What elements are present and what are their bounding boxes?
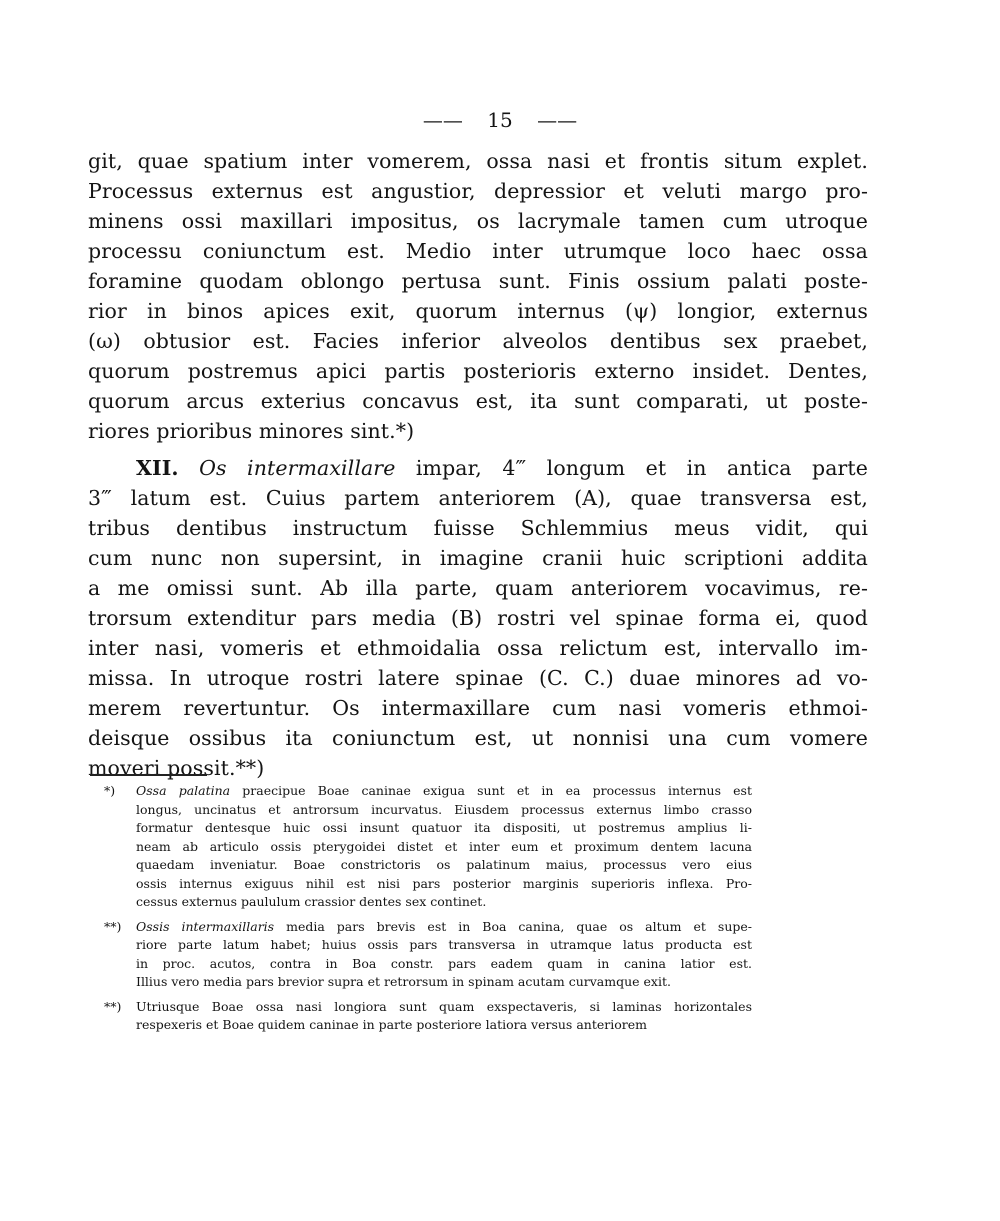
footnote-line: quaedam inveniatur. Boae constrictoris os palatinum maius, processus vero eius <box>136 857 752 872</box>
footnote-line <box>104 998 752 1017</box>
footnote-1 <box>104 782 752 912</box>
page-number: 15 <box>487 108 513 132</box>
footnote-line: Illius vero media pars brevior supra et retrorsum in spinam acutam curvamque exit. <box>136 974 671 989</box>
text-line: missa. In utroque rostri latere spinae (C. C.) duae minores ad vo- <box>88 666 868 690</box>
header-dash-left: —— <box>422 108 463 132</box>
text-line: 3‴ latum est. Cuius partem anteriorem (A), quae transversa est, <box>88 486 868 510</box>
text-line: Processus externus est angustior, depressior et veluti margo pro- <box>88 179 868 203</box>
footnote-marker: **) <box>104 998 122 1014</box>
footnote-marker: **) <box>104 918 122 934</box>
text-line-rest: impar, 4‴ longum et in antica parte <box>415 456 868 480</box>
text-line: (ω) obtusior est. Facies inferior alveolos dentibus sex praebet, <box>88 329 868 353</box>
text-line: moveri possit.**) <box>88 756 265 780</box>
section-heading-line <box>88 453 868 483</box>
text-line: processu coniunctum est. Medio inter utrumque loco haec ossa <box>88 239 868 263</box>
footnote-text: Utriusque Boae ossa nasi longiora sunt quam exspectaveris, si laminas horizontales <box>136 998 752 1014</box>
text-line: tribus dentibus instructum fuisse Schlemmius meus vidit, qui <box>88 516 868 540</box>
section-title: Os intermaxillare <box>199 456 396 480</box>
footnote-line: riore parte latum habet; huius ossis pars transversa in utramque latus producta est <box>136 937 752 952</box>
section-number: XII. <box>136 456 179 480</box>
footnote-line <box>104 782 752 801</box>
footnote-line: cessus externus paululum crassior dentes sex continet. <box>136 894 487 909</box>
footnote-line: in proc. acutos, contra in Boa constr. pars eadem quam in canina latior est. <box>136 955 752 971</box>
header-dash-right: —— <box>537 108 578 132</box>
footnote-lead: Ossis intermaxillaris <box>136 918 275 934</box>
footnote-text: praecipue Boae caninae exigua sunt et in ea processus internus est <box>242 783 752 798</box>
text-line: quorum arcus exterius concavus est, ita sunt comparati, ut poste- <box>88 389 868 413</box>
text-line: riores prioribus minores sint.*) <box>88 419 415 443</box>
text-line: inter nasi, vomeris et ethmoidalia ossa relictum est, intervallo im- <box>88 636 868 660</box>
paragraph-palatine-bones <box>88 146 868 446</box>
text-line: git, quae spatium inter vomerem, ossa nasi et frontis situm explet. <box>88 149 868 173</box>
footnote-line: neam ab articulo ossis pterygoidei distet et inter eum et proximum dentem lacuna <box>136 838 752 854</box>
footnote-lead: Ossa palatina <box>136 783 231 798</box>
text-line: cum nunc non supersint, in imagine cranii huic scriptioni addita <box>88 546 868 570</box>
text-line: a me omissi sunt. Ab illa parte, quam anteriorem vocavimus, re- <box>88 576 868 600</box>
text-line: deisque ossibus ita coniunctum est, ut nonnisi una cum vomere <box>88 726 868 750</box>
paragraph-intermaxillary-bone <box>88 453 868 783</box>
footnote-line: respexeris et Boae quidem caninae in parte posteriore latiora versus anteriorem <box>136 1017 647 1032</box>
text-line: quorum postremus apici partis posterioris externo insidet. Dentes, <box>88 359 868 383</box>
footnote-divider <box>90 774 207 776</box>
footnote-3 <box>104 998 752 1035</box>
text-line: trorsum extenditur pars media (B) rostri vel spinae forma ei, quod <box>88 606 868 630</box>
footnote-line <box>104 918 752 937</box>
footnote-text: media pars brevis est in Boa canina, quae os altum et supe- <box>286 918 752 934</box>
footnotes <box>104 782 752 1041</box>
footnote-line: formatur dentesque huic ossi insunt quatuor ita dispositi, ut postremus amplius li- <box>136 820 752 835</box>
text-line: minens ossi maxillari impositus, os lacrymale tamen cum utroque <box>88 209 868 233</box>
footnote-marker: *) <box>104 783 116 798</box>
text-line: rior in binos apices exit, quorum internus (ψ) longior, externus <box>88 299 868 323</box>
text-line: merem revertuntur. Os intermaxillare cum nasi vomeris ethmoi- <box>88 696 868 720</box>
footnote-line: longus, uncinatus et antrorsum incurvatus. Eiusdem processus externus limbo crasso <box>136 801 752 817</box>
footnote-line: ossis internus exiguus nihil est nisi pars posterior marginis superioris inflexa. Pro- <box>136 875 752 891</box>
text-line: foramine quodam oblongo pertusa sunt. Finis ossium palati poste- <box>88 269 868 293</box>
footnote-2 <box>104 918 752 992</box>
page-header <box>0 108 1000 132</box>
